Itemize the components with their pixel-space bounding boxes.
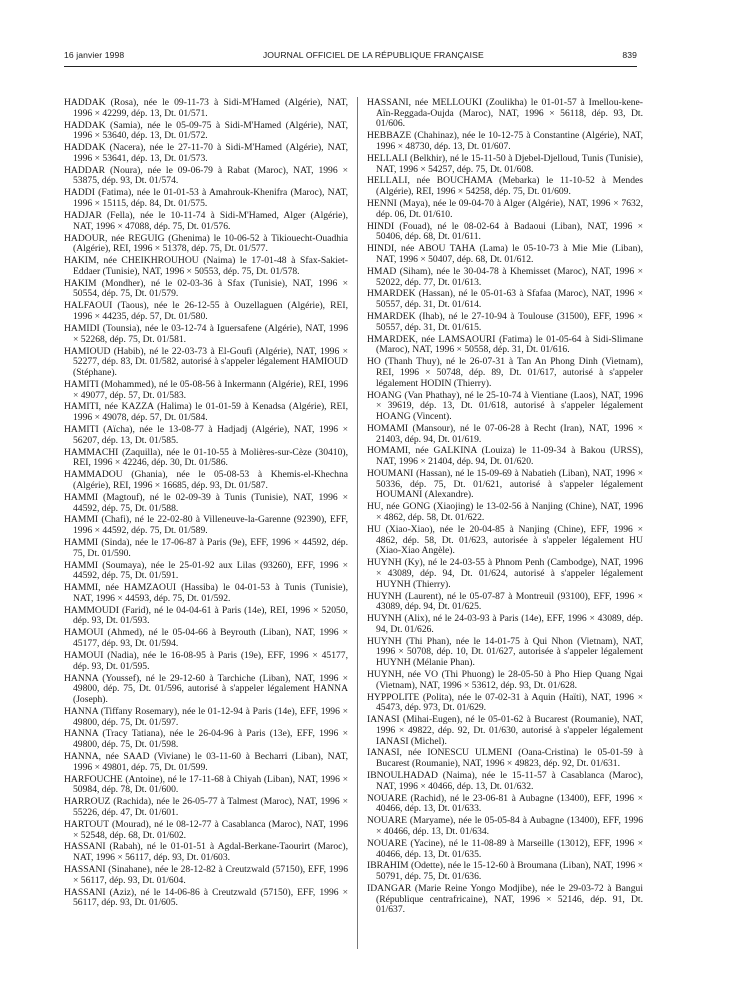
naturalization-entry: HAMITI, née KAZZA (Halima) le 01-01-59 à Kenadsa (Algérie), REI, 1996 × 49078, dép. 57, Dt. 01/584. <box>64 401 348 424</box>
naturalization-entry: HMARDEK, née LAMSAOURI (Fatima) le 01-05-64 à Sidi-Slimane (Maroc), NAT, 1996 × 50558, dép. 31, Dt. 01/616. <box>367 333 643 356</box>
naturalization-entry: HADOUR, née REGUIG (Ghenima) le 10-06-52 à Tikiouecht-Ouadhia (Algérie), REI, 1996 × 51378, dép. 75, Dt. 01/577. <box>64 232 348 255</box>
naturalization-entry: HASSANI (Sinahane), née le 28-12-82 à Creutzwald (57150), EFF, 1996 × 56117, dép. 93, Dt. 01/604. <box>64 864 348 886</box>
naturalization-entry: HAMMI, née HAMZAOUI (Hassiba) le 04-01-53 à Tunis (Tunisie), NAT, 1996 × 44593, dép. 75, Dt. 01/592. <box>64 582 348 604</box>
naturalization-entry: HU (Xiao-Xiao), née le 20-04-85 à Nanjing (Chine), EFF, 1996 × 4862, dép. 58, Dt. 01/623, autorisée à s'appeler légalement HU (Xiao-Xiao Angèle). <box>367 523 643 557</box>
naturalization-entry: HAKIM (Mondher), né le 02-03-36 à Sfax (Tunisie), NAT, 1996 × 50554, dép. 75, Dt. 01/579. <box>64 277 348 300</box>
naturalization-entry: HELLALI (Belkhir), né le 15-11-50 à Djebel-Djelloud, Tunis (Tunisie), NAT, 1996 × 54257, dép. 75, Dt. 01/608. <box>367 152 643 175</box>
header-title: JOURNAL OFFICIEL DE LA RÉPUBLIQUE FRANÇAISE <box>262 50 484 60</box>
naturalization-entry: IDANGAR (Marie Reine Yongo Modjibe), née le 29-03-72 à Bangui (République centrafricaine), NAT, 1996 × 52146, dép. 91, Dt. 01/637. <box>367 883 643 916</box>
naturalization-entry: HINDI (Fouad), né le 08-02-64 à Badaoui (Liban), NAT, 1996 × 50406, dép. 68, Dt. 01/611. <box>367 220 643 243</box>
naturalization-entry: HADDAK (Samia), née le 05-09-75 à Sidi-M'Hamed (Algérie), NAT, 1996 × 53640, dép. 13, Dt. 01/572. <box>64 119 348 142</box>
naturalization-entry: NOUARE (Yacine), né le 11-08-89 à Marseille (13012), EFF, 1996 × 40466, dép. 13, Dt. 01/635. <box>367 837 643 860</box>
naturalization-entry: HAMMI (Soumaya), née le 25-01-92 aux Lilas (93260), EFF, 1996 × 44592, dép. 75, Dt. 01/591. <box>64 559 348 582</box>
page-header <box>64 50 637 64</box>
column-divider <box>357 97 358 949</box>
naturalization-entry: IANASI (Mihai-Eugen), né le 05-01-62 à Bucarest (Roumanie), NAT, 1996 × 49822, dép. 92, Dt. 01/630, autorisé à s'appeler légalement IANASI (Michel). <box>367 714 643 747</box>
naturalization-entry: HADDAK (Rosa), née le 09-11-73 à Sidi-M'Hamed (Algérie), NAT, 1996 × 42299, dép. 13, Dt. 01/571. <box>64 97 348 119</box>
right-column <box>367 98 643 917</box>
naturalization-entry: HUYNH, née VO (Thi Phuong) le 28-05-50 à Pho Hiep Quang Ngai (Vietnam), NAT, 1996 × 53612, dép. 93, Dt. 01/628. <box>367 668 643 691</box>
naturalization-entry: HADDI (Fatima), née le 01-01-53 à Amahrouk-Khenifra (Maroc), NAT, 1996 × 15115, dép. 84, Dt. 01/575. <box>64 187 348 210</box>
naturalization-entry: HAMMI (Chafi), né le 22-02-80 à Villeneuve-la-Garenne (92390), EFF, 1996 × 44592, dép. 75, Dt. 01/589. <box>64 514 348 537</box>
naturalization-entry: HUYNH (Alix), né le 24-03-93 à Paris (14e), EFF, 1996 × 43089, dép. 94, Dt. 01/626. <box>367 613 643 635</box>
naturalization-entry: HAMMI (Sinda), née le 17-06-87 à Paris (9e), EFF, 1996 × 44592, dép. 75, Dt. 01/590. <box>64 536 348 559</box>
naturalization-entry: HENNI (Maya), née le 09-04-70 à Alger (Algérie), NAT, 1996 × 7632, dép. 06, Dt. 01/610. <box>367 198 643 220</box>
naturalization-entry: HUYNH (Thi Phan), née le 14-01-75 à Qui Nhon (Vietnam), NAT, 1996 × 50708, dép. 10, Dt. 01/627, autorisée à s'appeler légalement HUYNH (Mélanie Phan). <box>367 635 643 669</box>
naturalization-entry: HMAD (Siham), née le 30-04-78 à Khemisset (Maroc), NAT, 1996 × 52022, dép. 77, Dt. 01/613. <box>367 265 643 288</box>
naturalization-entry: HOMAMI, née GALKINA (Louiza) le 11-09-34 à Bakou (URSS), NAT, 1996 × 21404, dép. 94, Dt. 01/620. <box>367 445 643 468</box>
naturalization-entry: HMARDEK (Hassan), né le 05-01-63 à Sfafaa (Maroc), NAT, 1996 × 50557, dép. 31, Dt. 01/614. <box>367 288 643 311</box>
naturalization-entry: IANASI, née IONESCU ULMENI (Oana-Cristina) le 05-01-59 à Bucarest (Roumanie), NAT, 1996 × 49823, dép. 92, Dt. 01/631. <box>367 747 643 770</box>
naturalization-entry: HADDAR (Noura), née le 09-06-79 à Rabat (Maroc), NAT, 1996 × 53875, dép. 93, Dt. 01/574. <box>64 164 348 187</box>
naturalization-entry: HARFOUCHE (Antoine), né le 17-11-68 à Chiyah (Liban), NAT, 1996 × 50984, dép. 78, Dt. 01/600. <box>64 773 348 796</box>
naturalization-entry: HEBBAZE (Chahinaz), née le 10-12-75 à Constantine (Algérie), NAT, 1996 × 48730, dép. 13, Dt. 01/607. <box>367 130 643 152</box>
naturalization-entry: HARTOUT (Mourad), né le 08-12-77 à Casablanca (Maroc), NAT, 1996 × 52548, dép. 68, Dt. 01/602. <box>64 818 348 841</box>
left-column <box>64 98 348 910</box>
naturalization-entry: IBRAHIM (Odette), née le 15-12-60 à Broumana (Liban), NAT, 1996 × 50791, dép. 75, Dt. 01/636. <box>367 860 643 883</box>
naturalization-entry: HALFAOUI (Taous), née le 26-12-55 à Ouzellaguen (Algérie), REI, 1996 × 44235, dép. 57, Dt. 01/580. <box>64 300 348 323</box>
naturalization-entry: HAMITI (Mohammed), né le 05-08-56 à Inkermann (Algérie), REI, 1996 × 49077, dép. 57, Dt. 01/583. <box>64 378 348 401</box>
naturalization-entry: HOUMANI (Hassan), né le 15-09-69 à Nabatieh (Liban), NAT, 1996 × 50336, dép. 75, Dt. 01/621, autorisé à s'appeler légalement HOUMANI (Alexandre). <box>367 468 643 501</box>
naturalization-entry: HAMMOUDI (Farid), né le 04-04-61 à Paris (14e), REI, 1996 × 52050, dép. 93, Dt. 01/593. <box>64 604 348 627</box>
header-date: 16 janvier 1998 <box>64 50 125 60</box>
naturalization-entry: HANNA (Tiffany Rosemary), née le 01-12-94 à Paris (14e), EFF, 1996 × 49800, dép. 75, Dt. 01/597. <box>64 705 348 728</box>
naturalization-entry: HARROUZ (Rachida), née le 26-05-77 à Talmest (Maroc), NAT, 1996 × 55226, dép. 47, Dt. 01/601. <box>64 796 348 818</box>
naturalization-entry: HOANG (Van Phathay), né le 25-10-74 à Vientiane (Laos), NAT, 1996 × 39619, dép. 13, Dt. 01/618, autorisé à s'appeler légalement HOANG (Vincent). <box>367 389 643 422</box>
naturalization-entry: HAMIOUD (Habib), né le 22-03-73 à El-Goufi (Algérie), NAT, 1996 × 52277, dép. 83, Dt. 01/582, autorisé à s'appeler légalement HAMIOUD (Stéphane). <box>64 345 348 378</box>
naturalization-entry: HUYNH (Ky), né le 24-03-55 à Phnom Penh (Cambodge), NAT, 1996 × 43089, dép. 94, Dt. 01/624, autorisé à s'appeler légalement HUYNH (Thierry). <box>367 557 643 590</box>
naturalization-entry: HADJAR (Fella), née le 10-11-74 à Sidi-M'Hamed, Alger (Algérie), NAT, 1996 × 47088, dép. 75, Dt. 01/576. <box>64 209 348 232</box>
naturalization-entry: HELLALI, née BOUCHAMA (Mebarka) le 11-10-52 à Mendes (Algérie), REI, 1996 × 54258, dép. 75, Dt. 01/609. <box>367 175 643 198</box>
naturalization-entry: HASSANI (Aziz), né le 14-06-86 à Creutzwald (57150), EFF, 1996 × 56117, dép. 93, Dt. 01/605. <box>64 886 348 909</box>
naturalization-entry: NOUARE (Maryame), née le 05-05-84 à Aubagne (13400), EFF, 1996 × 40466, dép. 13, Dt. 01/634. <box>367 815 643 837</box>
naturalization-entry: HAMOUI (Ahmed), né le 05-04-66 à Beyrouth (Liban), NAT, 1996 × 45177, dép. 93, Dt. 01/594. <box>64 627 348 650</box>
naturalization-entry: HYPPOLITE (Polita), née le 07-02-31 à Aquin (Haïti), NAT, 1996 × 45473, dép. 973, Dt. 01/629. <box>367 691 643 714</box>
naturalization-entry: HAMOUI (Nadia), née le 16-08-95 à Paris (19e), EFF, 1996 × 45177, dép. 93, Dt. 01/595. <box>64 649 348 672</box>
naturalization-entry: HAKIM, née CHEIKHROUHOU (Naima) le 17-01-48 à Sfax-Sakiet-Eddaer (Tunisie), NAT, 1996 × 50553, dép. 75, Dt. 01/578. <box>64 255 348 277</box>
header-rule <box>64 66 637 67</box>
naturalization-entry: HANNA (Youssef), né le 29-12-60 à Tarchiche (Liban), NAT, 1996 × 49800, dép. 75, Dt. 01/596, autorisé à s'appeler légalement HANNA (Joseph). <box>64 672 348 705</box>
naturalization-entry: HUYNH (Laurent), né le 05-07-87 à Montreuil (93100), EFF, 1996 × 43089, dép. 94, Dt. 01/625. <box>367 590 643 613</box>
naturalization-entry: HAMMADOU (Ghania), née le 05-08-53 à Khemis-el-Khechna (Algérie), REI, 1996 × 16685, dép. 93, Dt. 01/587. <box>64 469 348 491</box>
naturalization-entry: HO (Thanh Thuy), né le 26-07-31 à Tan An Phong Dinh (Vietnam), REI, 1996 × 50748, dép. 89, Dt. 01/617, autorisé à s'appeler légalement HODIN (Thierry). <box>367 356 643 389</box>
naturalization-entry: IBNOULHADAD (Naima), née le 15-11-57 à Casablanca (Maroc), NAT, 1996 × 40466, dép. 13, Dt. 01/632. <box>367 770 643 792</box>
naturalization-entry: HU, née GONG (Xiaojing) le 13-02-56 à Nanjing (Chine), NAT, 1996 × 4862, dép. 58, Dt. 01/622. <box>367 501 643 524</box>
naturalization-entry: HANNA, née SAAD (Viviane) le 03-11-60 à Becharri (Liban), NAT, 1996 × 49801, dép. 75, Dt. 01/599. <box>64 751 348 773</box>
naturalization-entry: HAMIDI (Tounsia), née le 03-12-74 à Iguersafene (Algérie), NAT, 1996 × 52268, dép. 75, Dt. 01/581. <box>64 322 348 345</box>
naturalization-entry: HMARDEK (Ihab), né le 27-10-94 à Toulouse (31500), EFF, 1996 × 50557, dép. 31, Dt. 01/615. <box>367 311 643 333</box>
header-page-number: 839 <box>622 50 637 60</box>
naturalization-entry: HASSANI, née MELLOUKI (Zoulikha) le 01-01-57 à Imellou-kene-Aïn-Reggada-Oujda (Maroc), NAT, 1996 × 56118, dép. 93, Dt. 01/606. <box>367 97 643 130</box>
naturalization-entry: HASSANI (Rabah), né le 01-01-51 à Agdal-Berkane-Taourirt (Maroc), NAT, 1996 × 56117, dép. 93, Dt. 01/603. <box>64 841 348 864</box>
naturalization-entry: HADDAK (Nacera), née le 27-11-70 à Sidi-M'Hamed (Algérie), NAT, 1996 × 53641, dép. 13, Dt. 01/573. <box>64 142 348 164</box>
naturalization-entry: HANNA (Tracy Tatiana), née le 26-04-96 à Paris (13e), EFF, 1996 × 49800, dép. 75, Dt. 01/598. <box>64 728 348 751</box>
naturalization-entry: NOUARE (Rachid), né le 23-06-81 à Aubagne (13400), EFF, 1996 × 40466, dép. 13, Dt. 01/633. <box>367 792 643 815</box>
naturalization-entry: HAMMACHI (Zaquilla), née le 01-10-55 à Molières-sur-Cèze (30410), REI, 1996 × 42246, dép. 30, Dt. 01/586. <box>64 446 348 469</box>
naturalization-entry: HINDI, née ABOU TAHA (Lama) le 05-10-73 à Mie Mie (Liban), NAT, 1996 × 50407, dép. 68, Dt. 01/612. <box>367 243 643 265</box>
naturalization-entry: HOMAMI (Mansour), né le 07-06-28 à Recht (Iran), NAT, 1996 × 21403, dép. 94, Dt. 01/619. <box>367 422 643 445</box>
naturalization-entry: HAMITI (Aïcha), née le 13-08-77 à Hadjadj (Algérie), NAT, 1996 × 56207, dép. 13, Dt. 01/585. <box>64 424 348 446</box>
naturalization-entry: HAMMI (Magtouf), né le 02-09-39 à Tunis (Tunisie), NAT, 1996 × 44592, dép. 75, Dt. 01/588. <box>64 491 348 514</box>
